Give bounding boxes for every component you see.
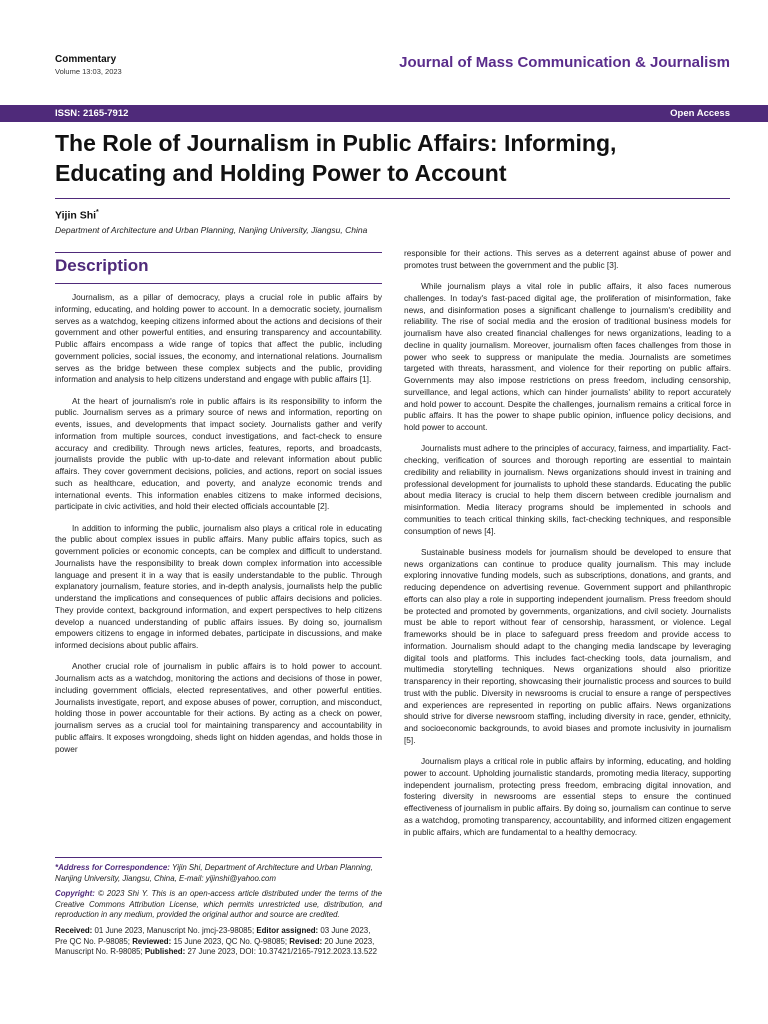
- author: [55, 206, 99, 223]
- body-paragraph: In addition to informing the public, journalism also plays a critical role in educating the public about complex issues in public affairs. Many public affairs topics, such as government policies or economic concepts, can be complex and difficult to understand. Journalists have the responsibility to break down complex information into accessible language and present it in a way that is easily understandable to the public. Through explanatory journalism, feature stories, and in-depth analysis, journalists help the public understand the implications and consequences of public affairs decisions and policies. They provide context, background information, and expert perspectives to help citizens develop a nuanced understanding of public affairs issues. By doing so, journalism empowers citizens to engage in informed debates, participate in discussions, and make informed decisions about public affairs.: [55, 522, 382, 650]
- revised-text: 20 June 2023, Manuscript No. R-98085;: [55, 936, 375, 957]
- revised-label: Revised:: [289, 936, 323, 946]
- article-dates: [55, 926, 382, 958]
- title-divider: [55, 198, 730, 199]
- copyright-text: © 2023 Shi Y. This is an open-access article distributed under the terms of the Creative Commons Attribution License, which permits unrestricted use, distribution, and reproduction in any medium, provided the original author and source are credited.: [55, 889, 382, 920]
- correspondence-note: [55, 863, 382, 884]
- editor-assigned-label: Editor assigned:: [256, 925, 319, 935]
- journal-title: Journal of Mass Communication & Journalism: [399, 54, 730, 71]
- body-paragraph: Journalists must adhere to the principles of accuracy, fairness, and impartiality. Fact-checking, verification of sources and thorough reporting are essential to maintain credibility and reliability in journalism. News organizations should invest in training and professional development for journalists to uphold these standards. Educating the public about media literacy is crucial to help them discern between credible journalism and misinformation. Media literacy programs should be implemented in schools and communities to teach critical thinking skills, fact-checking techniques, and responsible consumption of news [4].: [404, 443, 731, 536]
- article-meta: [55, 54, 122, 77]
- body-paragraph: Journalism plays a critical role in public affairs by informing, educating, and holding power to account. Upholding journalistic standards, promoting media literacy, supporting independent journalism, protecting press freedom, embracing digital innovation, and fostering diversity in newsrooms are essential steps to ensure the continued effectiveness of journalism in public affairs. By doing so, journalism can continue to serve as a watchdog, promoting transparency, accountability, and informed citizen engagement in public affairs, which are fundamental to a healthy democracy.: [404, 756, 731, 837]
- right-column: [404, 248, 731, 848]
- body-paragraph: While journalism plays a vital role in public affairs, it also faces numerous challenges. In today's fast-paced digital age, the proliferation of misinformation, fake news, and disinformation poses a significant challenge to journalism's credibility and reliability. The rise of social media and the erosion of traditional business models for journalism have also created financial challenges for news organizations, leading to a decline in quality journalism. Moreover, journalism often faces challenges from those in power who seek to suppress or manipulate the media. Journalists are sometimes targeted with threats, harassment, and violence for their reporting on public affairs. Governments may also impose restrictions on press freedom, including censorship, surveillance, and legal actions, which can hinder journalists' ability to report accurately and hold power to account. Despite the challenges, journalism remains a critical force in public affairs. It has the power to shape public opinion, influence policy decisions, and hold power to account.: [404, 281, 731, 432]
- body-paragraph: Sustainable business models for journalism should be developed to ensure that news organizations can continue to produce quality journalism. This may include exploring innovative funding models, such as subscriptions, donations, and grants, and reducing dependence on advertising revenue. Government support and philanthropic efforts can also play a role in supporting independent journalism. Press freedom should be protected and promoted by governments, organizations, and civil society. Journalists must be able to report without fear of censorship, harassment, or violence. Legal frameworks should be in place to safeguard press freedom and provide access to information. Journalism should adapt to the changing media landscape by leveraging digital tools and platforms. This includes fact-checking tools, data journalism, and multimedia storytelling techniques. News organizations should also prioritize transparency in their reporting, showcasing their journalistic process and sources to build trust with the public. Diversity in newsrooms is crucial to ensure a range of perspectives and experiences are represented in reporting on public affairs. News organizations should strive for diverse newsroom staffing, including diversity in race, gender, ethnicity, and socioeconomic backgrounds, to avoid biases and promote inclusivity in journalism [5].: [404, 546, 731, 745]
- issn-label: ISSN: 2165-7912: [55, 108, 129, 119]
- received-text: 01 June 2023, Manuscript No. jmcj-23-98085;: [94, 925, 255, 935]
- received-label: Received:: [55, 925, 93, 935]
- published-text: 27 June 2023, DOI: 10.37421/2165-7912.2023.13.522: [187, 947, 378, 957]
- footnote-rule: [55, 857, 382, 858]
- article-title: The Role of Journalism in Public Affairs: Informing, Educating and Holding Power to Account: [55, 130, 617, 186]
- left-column: [55, 252, 382, 765]
- body-paragraph: Journalism, as a pillar of democracy, plays a crucial role in public affairs by informing, educating, and holding power to account. In a democratic society, journalism serves as a watchdog, keeping citizens informed about the actions and decisions of their government and other powerful entities, and ensuring transparency and accountability. Public affairs encompass a wide range of topics that affect the public, including government policies, social issues, the economy, and international relations. Journalism serves as the bridge between these complex subjects and the public, providing information and analysis to help citizens understand and engage with public affairs [1].: [55, 292, 382, 385]
- copyright-label: Copyright:: [55, 889, 95, 899]
- body-paragraph: responsible for their actions. This serves as a deterrent against abuse of power and promotes trust between the government and the public [3].: [404, 248, 731, 270]
- published-label: Published:: [144, 947, 186, 957]
- body-paragraph: At the heart of journalism's role in public affairs is its responsibility to inform the public. Journalism serves as a primary source of news and information, reporting on events, issues, and developments that impact society. Journalists gather and verify information from multiple sources, conduct investigations, and fact-check to ensure accuracy and credibility. Through news articles, features, reports, and broadcasts, journalists provide the public with up-to-date and relevant information about public affairs. They cover government decisions, policies, and actions, report on social issues such as healthcare, education, and poverty, and analyze economic trends and international events. This information enables citizens to make informed decisions, participate in civic activities, and hold their elected officials accountable [2].: [55, 395, 382, 512]
- section-top-rule: [55, 252, 382, 253]
- author-mark: *: [96, 209, 99, 216]
- footnote: [55, 857, 382, 963]
- page-header: [55, 54, 730, 84]
- open-access-label: Open Access: [670, 108, 730, 119]
- author-name: Yijin Shi: [55, 209, 97, 222]
- article-type: Commentary: [55, 54, 117, 65]
- correspondence-label: *Address for Correspondence:: [55, 863, 170, 872]
- copyright-note: [55, 889, 382, 921]
- section-heading-rule: [55, 283, 382, 284]
- section-heading: Description: [55, 256, 149, 275]
- volume-info: Volume 13:03, 2023: [55, 67, 122, 76]
- author-affiliation: Department of Architecture and Urban Planning, Nanjing University, Jiangsu, China: [55, 225, 368, 235]
- reviewed-text: 15 June 2023, QC No. Q-98085;: [173, 936, 288, 946]
- editor-assigned-text: 03 June 2023, Pre QC No. P-98085;: [55, 925, 371, 946]
- reviewed-label: Reviewed:: [132, 936, 172, 946]
- correspondence-text: Yijin Shi, Department of Architecture and Urban Planning, Nanjing University, Jiangsu, China, E-mail: yijinshi@yahoo.com: [55, 863, 373, 883]
- body-paragraph: Another crucial role of journalism in public affairs is to hold power to account. Journalism acts as a watchdog, monitoring the actions and decisions of those in power, including government officials, elected representatives, and other powerful entities. Journalists investigate, report, and expose abuses of power, corruption, and misconduct, holding those in power accountable for their actions. By acting as a check on power, journalism serves as a crucial tool for maintaining transparency and accountability in public affairs. It exposes wrongdoing, sheds light on hidden agendas, and holds those in power: [55, 661, 382, 754]
- issn-bar: [0, 105, 768, 122]
